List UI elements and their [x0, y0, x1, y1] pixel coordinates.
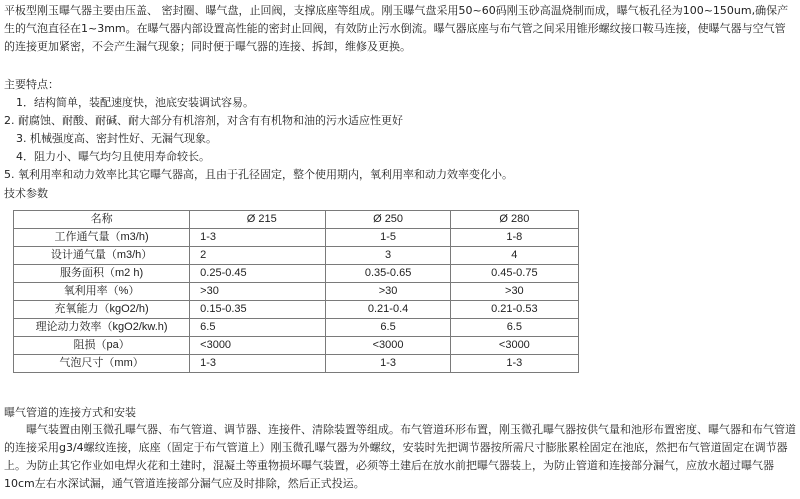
table-cell: 0.45-0.75	[450, 265, 578, 283]
table-cell: 1-3	[326, 355, 450, 373]
table-cell: 设计通气量（m3/h）	[14, 247, 190, 265]
table-cell: >30	[190, 283, 326, 301]
table-cell: 工作通气量（m3/h)	[14, 229, 190, 247]
table-row	[14, 337, 579, 355]
table-cell: 6.5	[190, 319, 326, 337]
table-row	[14, 283, 579, 301]
tech-params-table	[13, 210, 579, 373]
table-cell: <3000	[450, 337, 578, 355]
table-header-row	[14, 211, 579, 229]
table-cell: 4	[450, 247, 578, 265]
tech-params-title: 技术参数	[4, 187, 48, 200]
table-cell: 阻损（pa）	[14, 337, 190, 355]
table-row	[14, 355, 579, 373]
table-cell: 1-3	[190, 229, 326, 247]
table-row	[14, 247, 579, 265]
table-cell: 氧利用率（%）	[14, 283, 190, 301]
table-cell: 0.15-0.35	[190, 301, 326, 319]
table-row	[14, 301, 579, 319]
table-header-cell: Ø 215	[190, 211, 326, 229]
table-cell: 3	[326, 247, 450, 265]
table-cell: 服务面积（m2 h)	[14, 265, 190, 283]
pipe-paragraph: 曝气装置由刚玉微孔曝气器、布气管道、调节器、连接件、清除装置等组成。布气管道环形布置，刚玉微孔曝气器按供气量和池形布置密度、曝气器和布气管道的连接采用g3/4螺纹连接，底座（固定于布气管道上）刚玉微孔曝气器为外螺纹，安装时先把调节器按所需尺寸膨胀累栓固定在池底，然把布气管道固定在调节器上。为防止其它作业如电焊火花和土建时，混凝土等重物损坏曝气装置，必须等土建后在放水前把曝气器装上，为防止管道和连接部分漏气，应放水超过曝气器10cm左右水深试漏，通气管道连接部分漏气应及时排除，然后正式投运。	[4, 423, 796, 490]
table-cell: 0.21-0.4	[326, 301, 450, 319]
table-cell: 1-3	[450, 355, 578, 373]
features-title: 主要特点：	[4, 78, 59, 91]
table-cell: 2	[190, 247, 326, 265]
pipe-section-title: 曝气管道的连接方式和安装	[4, 406, 136, 419]
table-cell: 6.5	[326, 319, 450, 337]
table-cell: <3000	[326, 337, 450, 355]
table-cell: 1-5	[326, 229, 450, 247]
table-row	[14, 265, 579, 283]
table-cell: 理论动力效率（kgO2/kw.h)	[14, 319, 190, 337]
feature-item-4: 4．阻力小、曝气均匀且使用寿命较长。	[16, 150, 210, 163]
table-cell: 0.35-0.65	[326, 265, 450, 283]
feature-item-1: 1．结构简单，装配速度快，池底安装调试容易。	[16, 96, 254, 109]
table-cell: <3000	[190, 337, 326, 355]
table-cell: 1-3	[190, 355, 326, 373]
table-cell: >30	[326, 283, 450, 301]
feature-item-5: 5. 氧利用率和动力效率比其它曝气器高，且由于孔径固定，整个使用期内，氧利用率和动力效率变化小。	[4, 168, 513, 181]
table-cell: 气泡尺寸（mm）	[14, 355, 190, 373]
table-cell: 0.21-0.53	[450, 301, 578, 319]
table-header-cell: Ø 250	[326, 211, 450, 229]
table-cell: 6.5	[450, 319, 578, 337]
table-cell: 0.25-0.45	[190, 265, 326, 283]
table-row	[14, 229, 579, 247]
feature-item-3: 3. 机械强度高、密封性好、无漏气现象。	[16, 132, 217, 145]
table-cell: 1-8	[450, 229, 578, 247]
table-row	[14, 319, 579, 337]
table-header-cell: 名称	[14, 211, 190, 229]
table-cell: >30	[450, 283, 578, 301]
table-header-cell: Ø 280	[450, 211, 578, 229]
feature-item-2: 2. 耐腐蚀、耐酸、耐碱、耐大部分有机溶剂，对含有有机物和油的污水适应性更好	[4, 114, 403, 127]
table-cell: 充氧能力（kgO2/h)	[14, 301, 190, 319]
intro-paragraph: 平板型刚玉曝气器主要由压盖、 密封圈、曝气盘，止回阀，支撑底座等组成。刚玉曝气盘采用50~60码刚玉砂高温烧制而成，曝气板孔径为100~150um,确保产生的气泡直径在1~3mm。在曝气器内部设置高性能的密封止回阀，有效防止污水倒流。曝气器底座与布气管之间采用锥形螺纹接口鞍马连接，使曝气器与空气管的连接更加紧密，不会产生漏气现象；同时便于曝气器的连接、拆卸，维修及更换。	[4, 4, 789, 53]
